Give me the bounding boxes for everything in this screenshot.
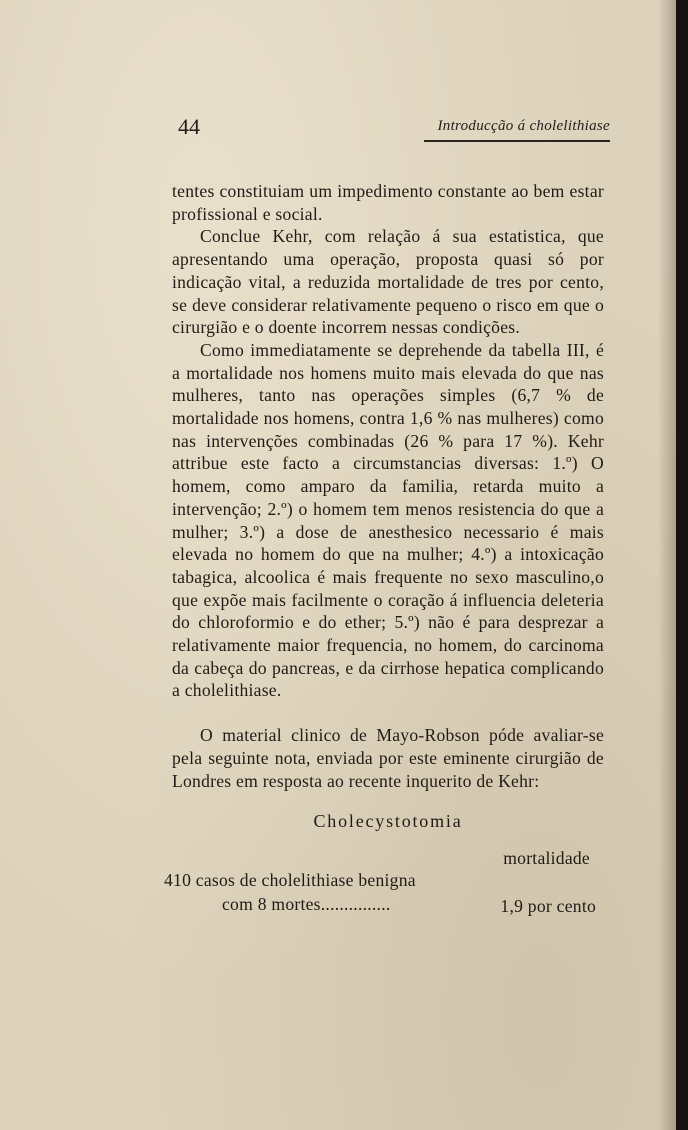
running-head: Introducção á cholelithiase: [437, 118, 610, 134]
page-edge: [676, 0, 688, 1130]
paragraph-2: Conclue Kehr, com relação á sua estatistica, que apresentando uma operação, proposta quasi só por indicação vital, a reduzida mortalidade de tres por cento, se deve considerar relativamente pequeno o risco em que o cirurgião e o doente incorrem nessas condições.: [172, 226, 604, 338]
table-row-label-line-2: com 8 mortes...............: [222, 893, 391, 914]
table-row-value: 1,9 por cento: [500, 895, 596, 916]
paragraph-3: Como immediatamente se deprehende da tabella III, é a mortalidade nos homens muito mais elevada do que nas mulheres, tanto nas operações simples (6,7 % de mortalidade nos homens, contra 1,6 % nas mulheres) como nas intervenções combinadas (26 % para 17 %). Kehr attribue este facto a circumstancias diversas: 1.º) O homem, como amparo da familia, retarda muito a intervenção; 2.º) o homem tem menos resistencia do que a mulher; 3.º) a dose de anesthesico necessario é mais elevada no homem do que na mulher; 4.º) a intoxicação tabagica, alcoolica é mais frequente no sexo masculino,o que expõe mais facilmente o coração á influencia deleteria do chloroformio e do ether; 5.º) não é para desprezar a relativamente maior frequencia, no homem, do carcinoma da cabeça do pancreas, e da cirrhose hepatica complicando a cholelithiase.: [172, 339, 604, 701]
header-rule: [424, 140, 610, 142]
paragraph-1: tentes constituiam um impedimento constante ao bem estar profissional e social.: [172, 181, 604, 224]
page-header: [178, 114, 610, 144]
body-text: [164, 180, 604, 919]
paragraph-gap: [172, 702, 604, 724]
table-column-header: mortalidade: [503, 847, 590, 868]
paragraph-4: O material clinico de Mayo-Robson póde avaliar-se pela seguinte nota, enviada por este eminente cirurgião de Londres em resposta ao recente inquerito de Kehr:: [172, 725, 604, 791]
mortality-table: [164, 847, 604, 919]
page-number: 44: [178, 114, 200, 139]
table-row-label-line-1: 410 casos de cholelithiase benigna: [164, 869, 416, 890]
table-heading: Cholecystotomia: [313, 811, 463, 832]
